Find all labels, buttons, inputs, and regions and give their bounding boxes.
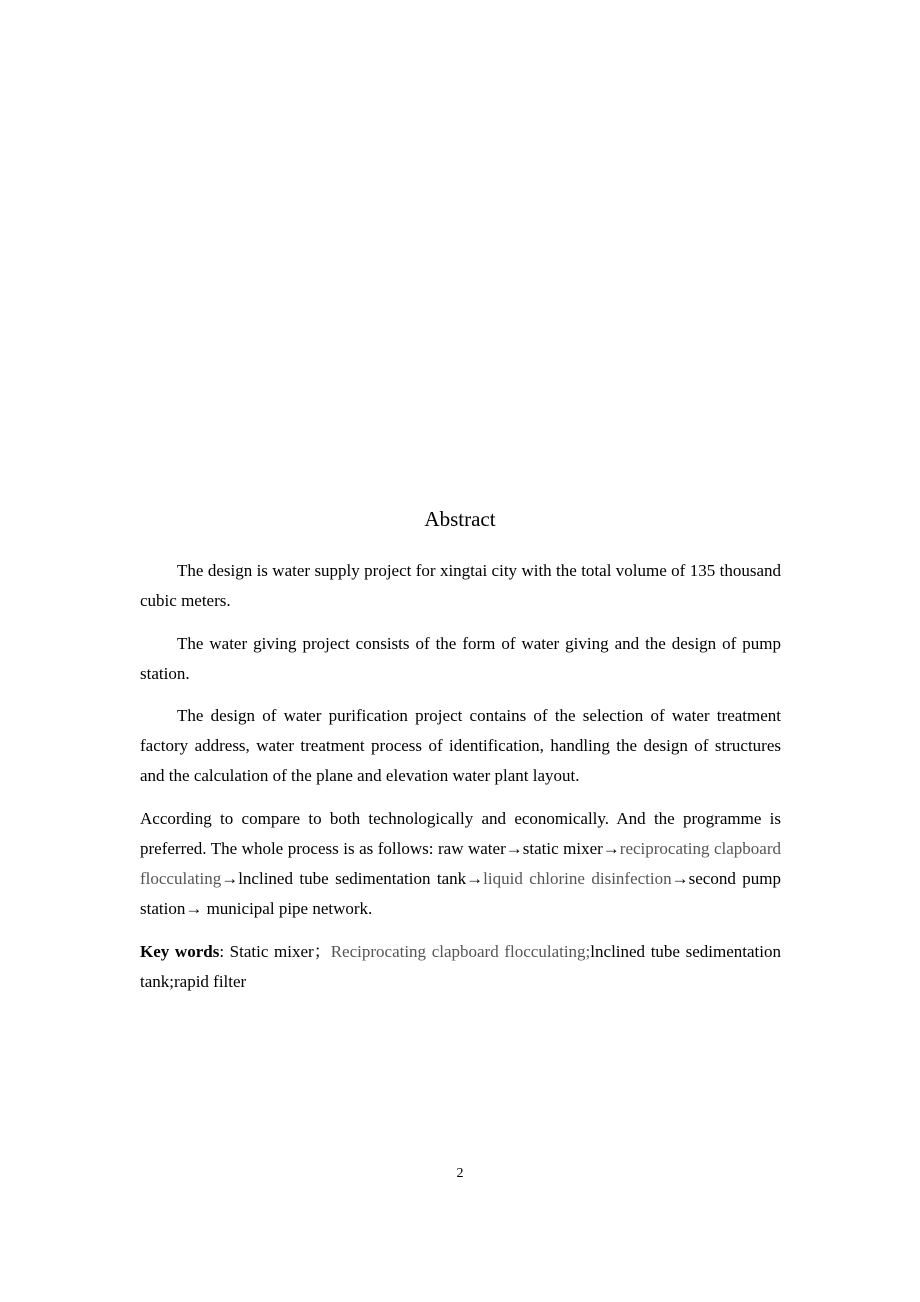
paragraph-4-part-1: According to compare to both technologically and economically. And the programme is preferred. The whole process is as follows: raw water→static mixer→: [140, 809, 781, 858]
paragraph-4-part-3: →lnclined tube sedimentation tank→: [221, 869, 484, 888]
paragraph-4-process-term-2: liquid chlorine disinfection: [483, 869, 672, 888]
abstract-title: Abstract: [424, 507, 496, 531]
abstract-paragraph-3: The design of water purification project contains of the selection of water treatment factory address, water treatment process of identification, handling the design of structures and the calculation of the plane and elevation water plant layout.: [140, 706, 781, 785]
keywords-rest: lnclined tube sedimentation tank;rapid filter: [140, 942, 781, 991]
paragraph-4-process-term-1: reciprocating clapboard flocculating: [140, 839, 782, 888]
page-number: 2: [456, 1166, 464, 1181]
abstract-paragraph-2: The water giving project consists of the form of water giving and the design of pump station.: [140, 634, 781, 683]
keywords-line: [140, 937, 781, 997]
abstract-paragraph-4: [140, 804, 781, 924]
paragraph-4-part-5: →second pump station→ municipal pipe network.: [140, 869, 781, 918]
keywords-label: Key words: [140, 942, 220, 961]
abstract-paragraph-1: The design is water supply project for xingtai city with the total volume of 135 thousand cubic meters.: [140, 561, 781, 610]
keywords-gray-term: Reciprocating clapboard flocculating;: [330, 942, 591, 961]
keywords-separator: : Static mixer；: [219, 942, 331, 961]
